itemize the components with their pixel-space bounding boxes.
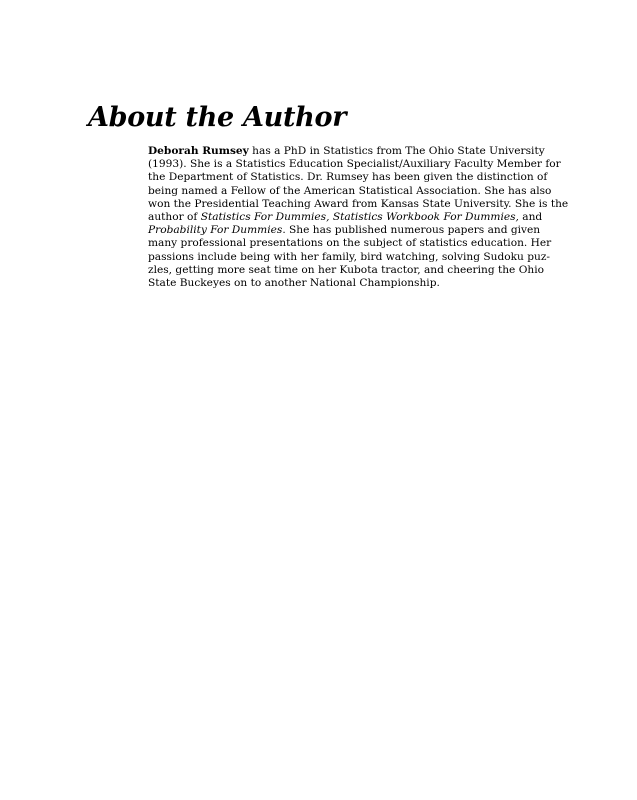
- book-titles: Statistics For Dummies, Statistics Workbook For Dummies,: [200, 211, 519, 224]
- bio-line-7: [148, 224, 558, 237]
- bio-line-3: the Department of Statistics. Dr. Rumsey has been given the distinction of: [148, 171, 548, 184]
- author-name: Deborah Rumsey: [148, 145, 249, 157]
- bio-text: . She has published numerous papers and given: [282, 224, 541, 237]
- bio-text: and: [518, 211, 543, 224]
- bio-line-11: State Buckeyes on to another National Championship.: [148, 277, 440, 290]
- bio-line-10: zles, getting more seat time on her Kubota tractor, and cheering the Ohio: [148, 263, 544, 276]
- bio-text: author of: [148, 211, 201, 224]
- bio-line-9: passions include being with her family, bird watching, solving Sudoku puz-: [148, 250, 551, 263]
- bio-line-5: won the Presidential Teaching Award from Kansas State University. She is the: [148, 197, 569, 210]
- bio-line-2: (1993). She is a Statistics Education Specialist/Auxiliary Faculty Member for: [148, 158, 561, 171]
- author-bio: [148, 145, 569, 290]
- bio-line-8: many professional presentations on the subject of statistics education. Her: [148, 237, 552, 250]
- bio-line-1: [148, 145, 558, 158]
- book-title: Probability For Dummies: [148, 224, 283, 237]
- bio-text: has a PhD in Statistics from The Ohio State University: [248, 145, 545, 157]
- bio-line-4: being named a Fellow of the American Statistical Association. She has also: [148, 184, 552, 197]
- page-title: About the Author: [88, 102, 347, 133]
- bio-line-6: [148, 211, 558, 224]
